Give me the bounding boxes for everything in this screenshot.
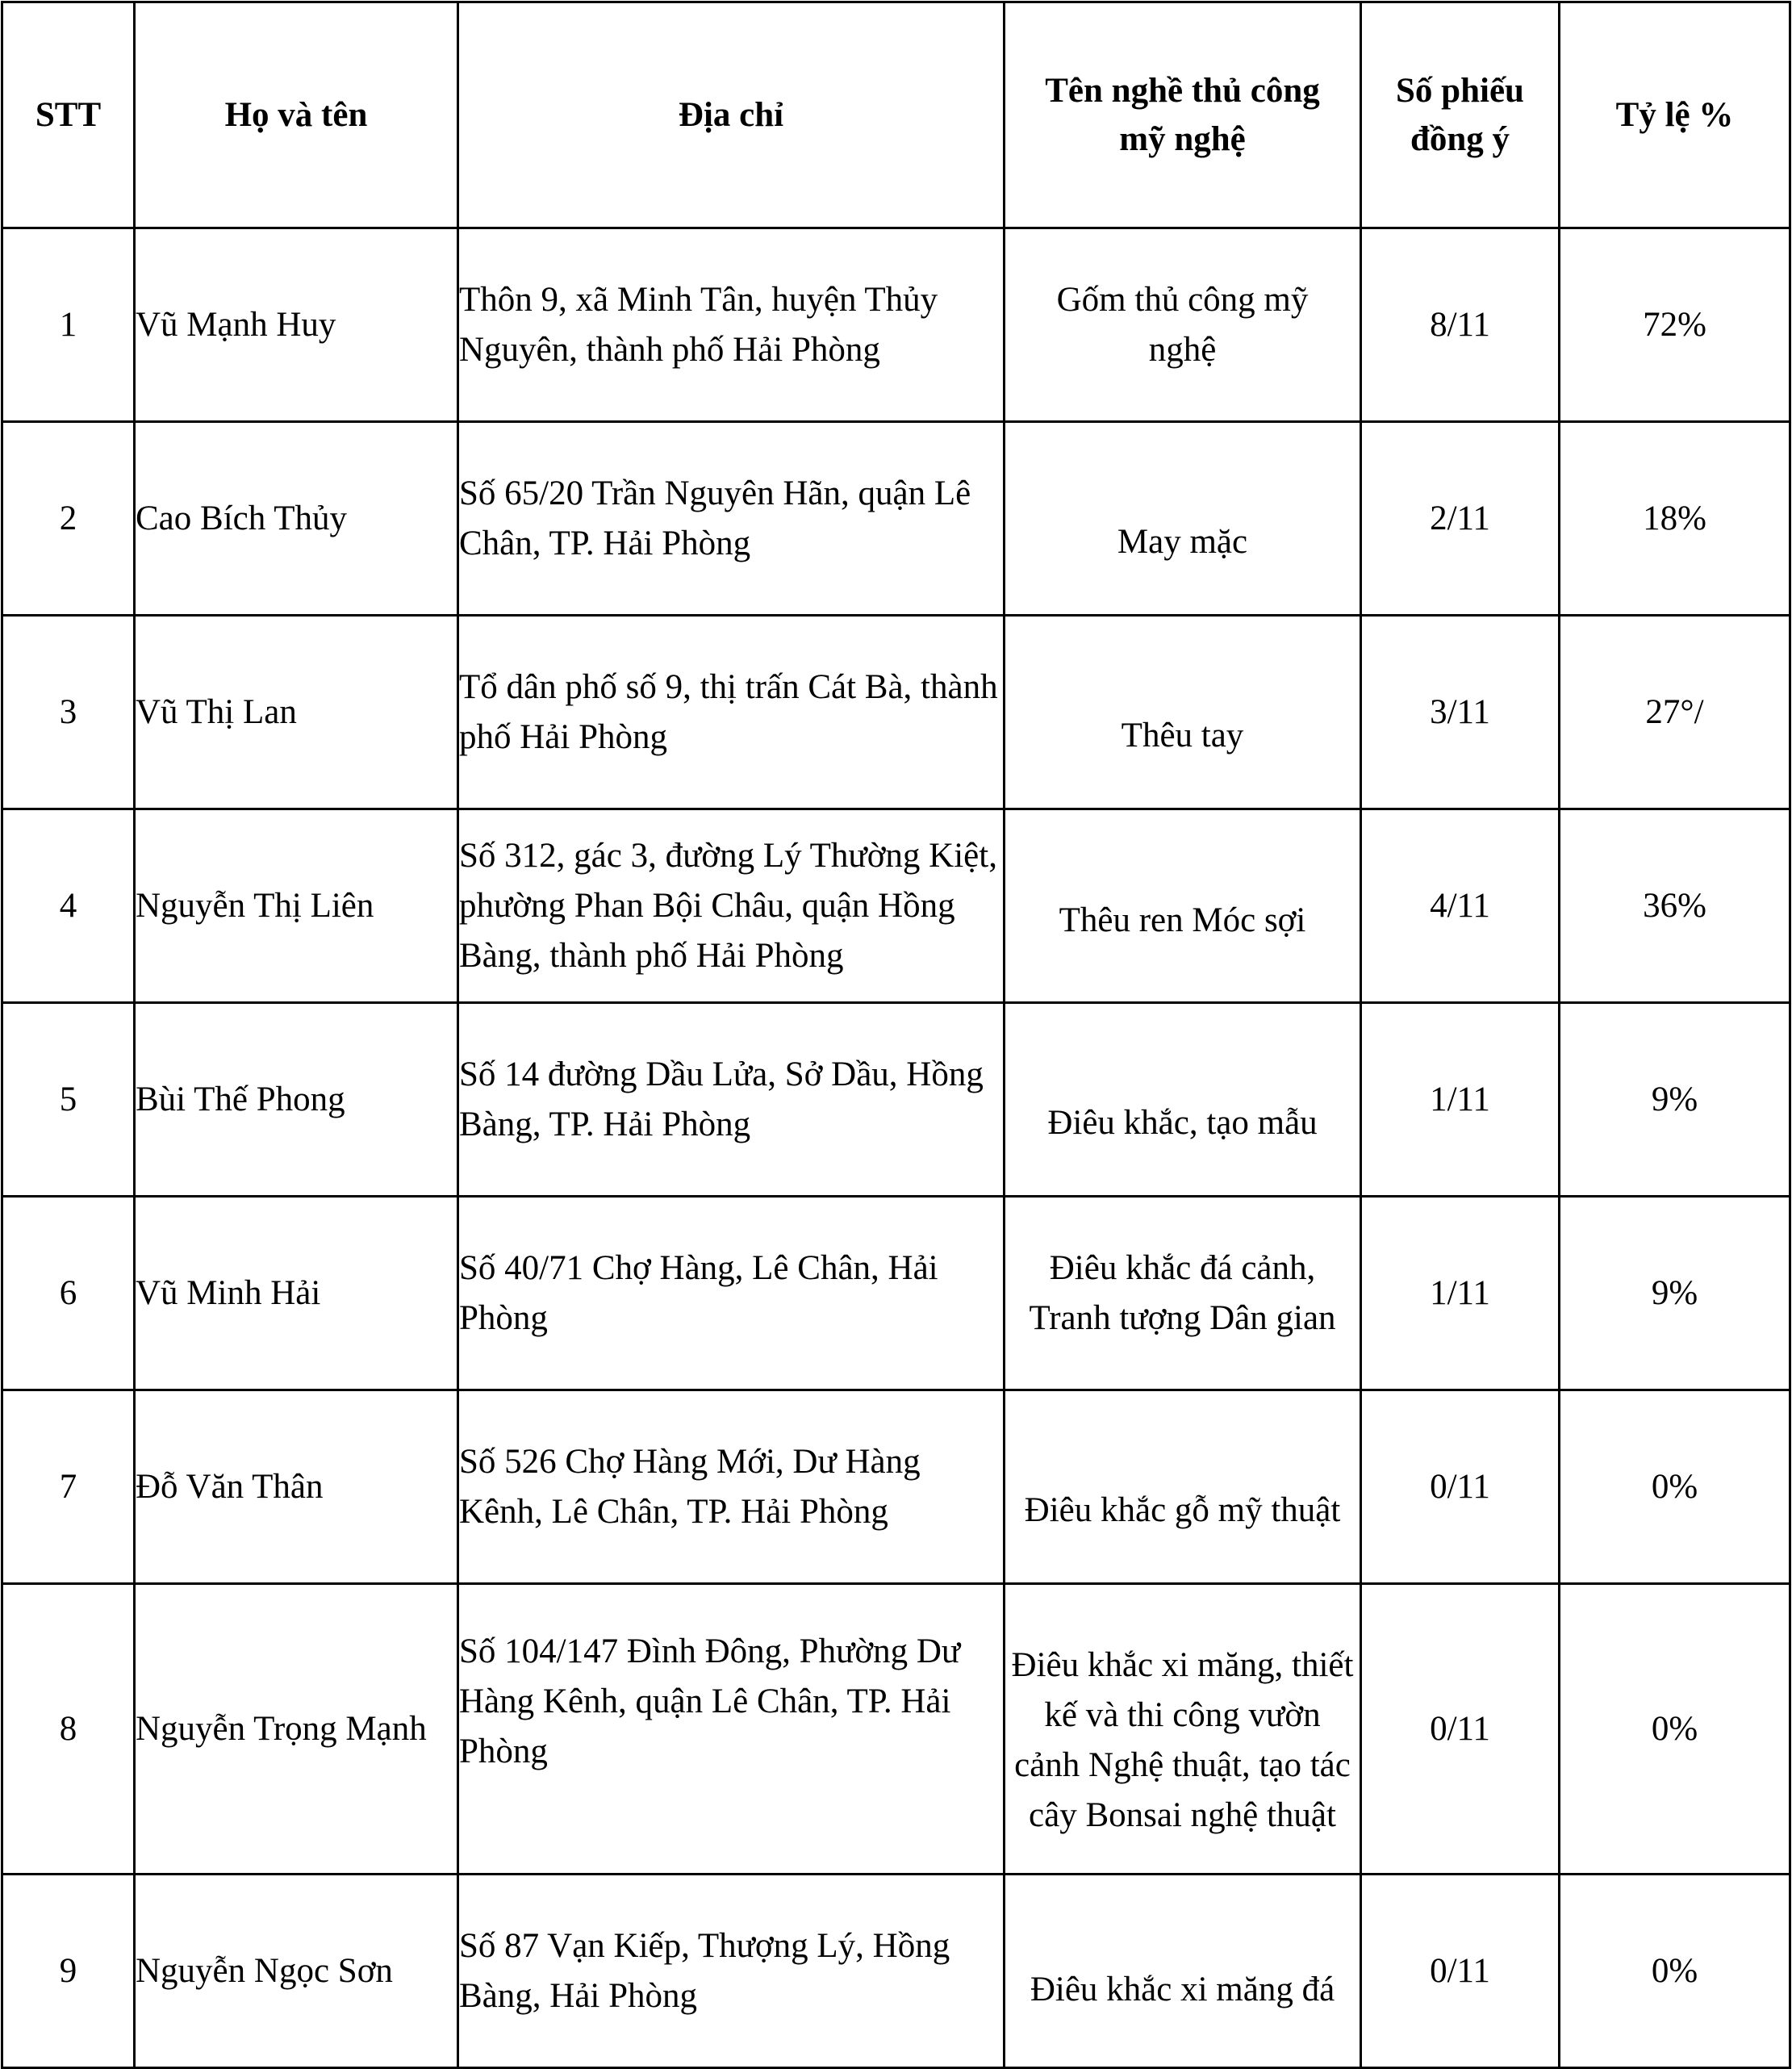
cell-craft-text: Điêu khắc đá cảnh, Tranh tượng Dân gian bbox=[1029, 1248, 1336, 1337]
cell-address: Thôn 9, xã Minh Tân, huyện Thủy Nguyên, thành phố Hải Phòng bbox=[458, 228, 1005, 422]
cell-name: Vũ Minh Hải bbox=[135, 1197, 458, 1390]
cell-rate: 9% bbox=[1560, 1003, 1790, 1197]
cell-rate: 72% bbox=[1560, 228, 1790, 422]
cell-stt: 4 bbox=[2, 809, 135, 1003]
cell-name: Vũ Mạnh Huy bbox=[135, 228, 458, 422]
cell-craft-text: Thêu tay bbox=[1121, 716, 1244, 754]
cell-stt: 9 bbox=[2, 1875, 135, 2068]
header-stt: STT bbox=[2, 2, 135, 228]
table-row bbox=[2, 1875, 1790, 2068]
cell-craft bbox=[1005, 1390, 1361, 1584]
table-row bbox=[2, 809, 1790, 1003]
header-name: Họ và tên bbox=[135, 2, 458, 228]
cell-craft bbox=[1005, 422, 1361, 616]
cell-craft bbox=[1005, 1197, 1361, 1390]
cell-address: Số 40/71 Chợ Hàng, Lê Chân, Hải Phòng bbox=[458, 1197, 1005, 1390]
cell-address: Số 14 đường Dầu Lửa, Sở Dầu, Hồng Bàng, TP. Hải Phòng bbox=[458, 1003, 1005, 1197]
cell-stt: 5 bbox=[2, 1003, 135, 1197]
cell-stt: 6 bbox=[2, 1197, 135, 1390]
header-rate: Tỷ lệ % bbox=[1560, 2, 1790, 228]
table-row bbox=[2, 228, 1790, 422]
cell-name: Nguyễn Thị Liên bbox=[135, 809, 458, 1003]
table-row bbox=[2, 1003, 1790, 1197]
cell-address: Số 104/147 Đình Đông, Phường Dư Hàng Kênh, quận Lê Chân, TP. Hải Phòng bbox=[458, 1584, 1005, 1875]
cell-votes: 1/11 bbox=[1361, 1003, 1560, 1197]
header-votes: Số phiếu đồng ý bbox=[1361, 2, 1560, 228]
cell-craft-text: Điêu khắc gỗ mỹ thuật bbox=[1024, 1490, 1341, 1529]
cell-rate: 27°/ bbox=[1560, 616, 1790, 809]
cell-name: Nguyễn Ngọc Sơn bbox=[135, 1875, 458, 2068]
cell-stt: 2 bbox=[2, 422, 135, 616]
table-row bbox=[2, 1584, 1790, 1875]
craftsman-vote-table bbox=[1, 1, 1791, 2069]
table-row bbox=[2, 616, 1790, 809]
cell-rate: 0% bbox=[1560, 1584, 1790, 1875]
cell-craft bbox=[1005, 1875, 1361, 2068]
cell-rate: 0% bbox=[1560, 1390, 1790, 1584]
cell-name: Cao Bích Thủy bbox=[135, 422, 458, 616]
cell-craft bbox=[1005, 1584, 1361, 1875]
cell-craft bbox=[1005, 809, 1361, 1003]
cell-craft-text: May mặc bbox=[1117, 522, 1248, 561]
cell-name: Bùi Thế Phong bbox=[135, 1003, 458, 1197]
cell-craft-text: Gốm thủ công mỹ nghệ bbox=[1056, 280, 1309, 369]
cell-address: Số 87 Vạn Kiếp, Thượng Lý, Hồng Bàng, Hải Phòng bbox=[458, 1875, 1005, 2068]
cell-craft-text: Điêu khắc xi măng, thiết kế và thi công vườn cảnh Nghệ thuật, tạo tác cây Bonsai nghệ thuật bbox=[1011, 1645, 1354, 1834]
cell-stt: 8 bbox=[2, 1584, 135, 1875]
table-row bbox=[2, 1197, 1790, 1390]
cell-votes: 3/11 bbox=[1361, 616, 1560, 809]
cell-votes: 8/11 bbox=[1361, 228, 1560, 422]
cell-name: Nguyễn Trọng Mạnh bbox=[135, 1584, 458, 1875]
cell-craft bbox=[1005, 228, 1361, 422]
cell-votes: 4/11 bbox=[1361, 809, 1560, 1003]
cell-rate: 0% bbox=[1560, 1875, 1790, 2068]
cell-address: Số 526 Chợ Hàng Mới, Dư Hàng Kênh, Lê Chân, TP. Hải Phòng bbox=[458, 1390, 1005, 1584]
cell-address: Tổ dân phố số 9, thị trấn Cát Bà, thành phố Hải Phòng bbox=[458, 616, 1005, 809]
cell-stt: 7 bbox=[2, 1390, 135, 1584]
cell-votes: 1/11 bbox=[1361, 1197, 1560, 1390]
cell-rate: 9% bbox=[1560, 1197, 1790, 1390]
cell-votes: 2/11 bbox=[1361, 422, 1560, 616]
cell-name: Đỗ Văn Thân bbox=[135, 1390, 458, 1584]
cell-address: Số 312, gác 3, đường Lý Thường Kiệt, phường Phan Bội Châu, quận Hồng Bàng, thành phố Hải Phòng bbox=[458, 809, 1005, 1003]
cell-votes: 0/11 bbox=[1361, 1390, 1560, 1584]
cell-craft-text: Thêu ren Móc sợi bbox=[1059, 901, 1306, 939]
cell-rate: 18% bbox=[1560, 422, 1790, 616]
cell-craft bbox=[1005, 616, 1361, 809]
cell-address: Số 65/20 Trần Nguyên Hãn, quận Lê Chân, TP. Hải Phòng bbox=[458, 422, 1005, 616]
header-address: Địa chỉ bbox=[458, 2, 1005, 228]
cell-craft-text: Điêu khắc, tạo mẫu bbox=[1047, 1103, 1318, 1142]
table-row bbox=[2, 422, 1790, 616]
cell-votes: 0/11 bbox=[1361, 1584, 1560, 1875]
cell-stt: 3 bbox=[2, 616, 135, 809]
header-craft: Tên nghề thủ công mỹ nghệ bbox=[1005, 2, 1361, 228]
cell-craft bbox=[1005, 1003, 1361, 1197]
cell-stt: 1 bbox=[2, 228, 135, 422]
cell-name: Vũ Thị Lan bbox=[135, 616, 458, 809]
cell-rate: 36% bbox=[1560, 809, 1790, 1003]
table-header-row bbox=[2, 2, 1790, 228]
cell-craft-text: Điêu khắc xi măng đá bbox=[1030, 1970, 1335, 2008]
cell-votes: 0/11 bbox=[1361, 1875, 1560, 2068]
table-row bbox=[2, 1390, 1790, 1584]
